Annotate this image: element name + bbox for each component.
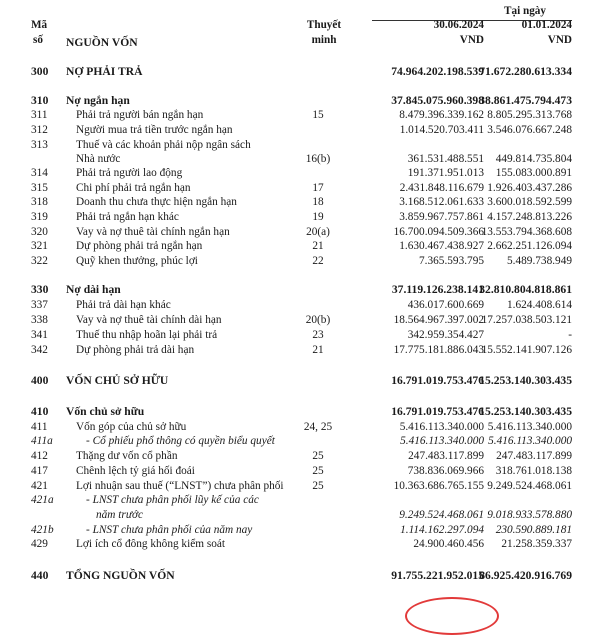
row-code: 322 [31, 255, 48, 267]
table-row [0, 181, 597, 195]
row-label: Lợi nhuận sau thuế (“LNST”) chưa phân phối [76, 480, 284, 492]
row-value-2024: 16.791.019.753.476 [391, 374, 484, 387]
row-value-2024: 2.431.848.116.679 [399, 182, 484, 194]
row-label: Phải trả ngắn hạn khác [76, 211, 179, 223]
row-label: Dự phòng phải trả ngắn hạn [76, 240, 203, 252]
row-code: 411a [31, 435, 53, 447]
row-code: 313 [31, 139, 48, 151]
row-value-2023: 5.489.738.949 [507, 255, 572, 267]
row-note: 21 [312, 344, 324, 356]
table-row [0, 508, 597, 522]
row-code: 338 [31, 314, 48, 326]
row-note: 16(b) [305, 153, 331, 165]
row-label: Dự phòng phải trả dài hạn [76, 344, 195, 356]
row-code: 321 [31, 240, 48, 252]
row-label: Quỹ khen thưởng, phúc lợi [76, 255, 198, 267]
row-label: Vay và nợ thuê tài chính ngắn hạn [76, 226, 230, 238]
row-label: Chênh lệch tỷ giá hối đoái [76, 465, 195, 477]
row-label: Người mua trả tiền trước ngắn hạn [76, 124, 233, 136]
row-label: Phải trả người bán ngắn hạn [76, 109, 204, 121]
row-code: 310 [31, 94, 49, 107]
row-code: 440 [31, 569, 49, 582]
header-note-line1: Thuyết [306, 19, 342, 31]
row-code: 412 [31, 450, 48, 462]
row-value-2023: 5.416.113.340.000 [487, 421, 572, 433]
row-value-2024: 91.755.221.952.015 [391, 569, 484, 582]
table-row [0, 464, 597, 478]
row-label: Nhà nước [76, 153, 121, 165]
row-value-2023: 17.257.038.503.121 [481, 314, 572, 326]
table-row [0, 298, 597, 312]
row-note: 20(b) [305, 314, 331, 326]
row-value-2023: 13.553.794.368.608 [481, 226, 572, 238]
header-period-caption: Tại ngày [504, 5, 546, 17]
row-note: 24, 25 [303, 421, 333, 433]
table-row [0, 108, 597, 122]
row-note: 22 [312, 255, 324, 267]
row-code: 417 [31, 465, 48, 477]
table-row [0, 493, 597, 507]
row-value-2023: 3.546.076.667.248 [487, 124, 572, 136]
table-row [0, 313, 597, 327]
table-row [0, 405, 597, 419]
row-value-2023: 318.761.018.138 [495, 465, 572, 477]
row-value-2024: 5.416.113.340.000 [400, 435, 484, 447]
row-value-2024: 191.371.951.013 [407, 167, 484, 179]
row-value-2023: 1.926.403.437.286 [487, 182, 572, 194]
table-row [0, 283, 597, 297]
row-code: 400 [31, 374, 49, 387]
row-value-2024: 16.700.094.509.366 [393, 226, 484, 238]
row-label: Nợ ngắn hạn [66, 94, 130, 107]
row-code: 320 [31, 226, 48, 238]
row-value-2023: 155.083.000.891 [495, 167, 572, 179]
row-value-2024: 247.483.117.899 [408, 450, 484, 462]
row-label: Phải trả dài hạn khác [76, 299, 171, 311]
row-value-2024: 3.168.512.061.633 [399, 196, 484, 208]
row-note: 19 [312, 211, 324, 223]
table-row [0, 239, 597, 253]
row-code: 300 [31, 65, 49, 78]
table-row [0, 94, 597, 108]
row-note: 21 [312, 240, 324, 252]
row-code: 411 [31, 421, 48, 433]
row-label: Thặng dư vốn cổ phần [76, 450, 178, 462]
row-code: 315 [31, 182, 48, 194]
row-value-2024: 16.791.019.753.476 [391, 405, 484, 418]
row-note: 25 [312, 450, 324, 462]
row-value-2023: 449.814.735.804 [495, 153, 572, 165]
table-row [0, 420, 597, 434]
table-row [0, 152, 597, 166]
row-value-2023: 21.258.359.337 [501, 538, 572, 550]
row-label: Chi phí phải trả ngắn hạn [76, 182, 191, 194]
row-value-2024: 738.836.069.966 [407, 465, 484, 477]
row-code: 341 [31, 329, 48, 341]
row-label: - LNST chưa phân phối lũy kế của các [86, 494, 259, 506]
table-row [0, 374, 597, 388]
header-source: NGUỒN VỐN [66, 36, 138, 49]
row-code: 421 [31, 480, 48, 492]
row-value-2023: - [568, 329, 572, 341]
row-note: 18 [312, 196, 324, 208]
row-value-2023: 9.018.933.578.880 [487, 509, 572, 521]
row-label: Vốn góp của chủ sở hữu [76, 421, 187, 433]
header-date1: 30.06.2024 [433, 19, 484, 31]
row-value-2023: 4.157.248.813.226 [487, 211, 572, 223]
row-label: VỐN CHỦ SỞ HỮU [66, 374, 169, 387]
row-value-2024: 37.119.126.238.141 [391, 283, 484, 296]
row-value-2023: 15.253.140.303.435 [479, 405, 572, 418]
table-row [0, 138, 597, 152]
row-code: 337 [31, 299, 48, 311]
header-date2: 01.01.2024 [521, 19, 572, 31]
row-value-2024: 342.959.354.427 [407, 329, 484, 341]
row-value-2023: 38.861.475.794.473 [479, 94, 572, 107]
table-row [0, 569, 597, 583]
row-value-2024: 361.531.488.551 [407, 153, 484, 165]
table-row [0, 65, 597, 79]
row-label: Doanh thu chưa thực hiện ngắn hạn [76, 196, 237, 208]
row-label: TỔNG NGUỒN VỐN [66, 569, 175, 582]
row-note: 17 [312, 182, 324, 194]
row-label: Thuế và các khoản phải nộp ngân sách [76, 139, 251, 151]
row-note: 20(a) [306, 226, 330, 238]
row-value-2023: 15.552.141.907.126 [481, 344, 572, 356]
row-value-2024: 74.964.202.198.539 [391, 65, 484, 78]
table-row [0, 225, 597, 239]
table-row [0, 343, 597, 357]
row-value-2023: 32.810.804.818.861 [479, 283, 572, 296]
row-value-2023: 3.600.018.592.599 [487, 196, 572, 208]
row-value-2024: 8.479.396.339.162 [399, 109, 484, 121]
row-note: 23 [312, 329, 324, 341]
row-value-2024: 1.114.162.297.094 [400, 524, 484, 536]
row-value-2024: 5.416.113.340.000 [399, 421, 484, 433]
row-value-2024: 37.845.075.960.398 [391, 94, 484, 107]
row-value-2023: 86.925.420.916.769 [479, 569, 572, 582]
row-value-2023: 1.624.408.614 [507, 299, 572, 311]
row-label: Nợ dài hạn [66, 283, 121, 296]
row-value-2023: 5.416.113.340.000 [488, 435, 572, 447]
row-label: Vay và nợ thuê tài chính dài hạn [76, 314, 222, 326]
row-code: 318 [31, 196, 48, 208]
row-value-2024: 10.363.686.765.155 [393, 480, 484, 492]
row-value-2023: 230.590.889.181 [495, 524, 572, 536]
table-row [0, 195, 597, 209]
table-row [0, 479, 597, 493]
row-value-2023: 247.483.117.899 [496, 450, 572, 462]
row-label: - LNST chưa phân phối của năm nay [86, 524, 253, 536]
header-code-line2: số [33, 34, 43, 46]
header-date1-unit: VND [459, 34, 484, 46]
row-code: 342 [31, 344, 48, 356]
row-label: - Cổ phiếu phổ thông có quyền biểu quyết [86, 435, 275, 447]
company-seal-stamp [405, 597, 499, 635]
row-code: 319 [31, 211, 48, 223]
row-label: năm trước [96, 509, 144, 521]
row-value-2024: 9.249.524.468.061 [399, 509, 484, 521]
row-code: 311 [31, 109, 48, 121]
table-row [0, 434, 597, 448]
table-row [0, 210, 597, 224]
row-code: 314 [31, 167, 48, 179]
row-value-2023: 9.249.524.468.061 [487, 480, 572, 492]
row-value-2023: 71.672.280.613.334 [479, 65, 572, 78]
row-value-2024: 24.900.460.456 [413, 538, 484, 550]
table-row [0, 449, 597, 463]
row-label: Lợi ích cổ đông không kiểm soát [76, 538, 226, 550]
row-note: 25 [312, 480, 324, 492]
table-row [0, 328, 597, 342]
row-value-2024: 436.017.600.669 [407, 299, 484, 311]
row-label: NỢ PHẢI TRẢ [66, 65, 143, 78]
row-code: 421a [31, 494, 54, 506]
row-value-2023: 8.805.295.313.768 [487, 109, 572, 121]
header-date2-unit: VND [547, 34, 572, 46]
row-value-2024: 17.775.181.886.043 [393, 344, 484, 356]
table-row [0, 166, 597, 180]
row-value-2023: 15.253.140.303.435 [479, 374, 572, 387]
row-value-2024: 1.014.520.703.411 [399, 124, 484, 136]
row-value-2024: 3.859.967.757.861 [399, 211, 484, 223]
row-code: 312 [31, 124, 48, 136]
header-note-line2: minh [311, 34, 337, 46]
row-label: Vốn chủ sở hữu [66, 405, 145, 418]
row-value-2024: 18.564.967.397.002 [393, 314, 484, 326]
row-code: 410 [31, 405, 49, 418]
row-note: 25 [312, 465, 324, 477]
table-row [0, 523, 597, 537]
table-row [0, 254, 597, 268]
row-value-2024: 1.630.467.438.927 [399, 240, 484, 252]
row-label: Phải trả người lao động [76, 167, 183, 179]
row-code: 429 [31, 538, 48, 550]
row-value-2024: 7.365.593.795 [419, 255, 484, 267]
row-note: 15 [312, 109, 324, 121]
header-code-line1: Mã [31, 19, 48, 31]
table-row [0, 537, 597, 551]
row-code: 330 [31, 283, 49, 296]
table-row [0, 123, 597, 137]
row-value-2023: 2.662.251.126.094 [487, 240, 572, 252]
row-label: Thuế thu nhập hoãn lại phải trả [76, 329, 218, 341]
row-code: 421b [31, 524, 54, 536]
